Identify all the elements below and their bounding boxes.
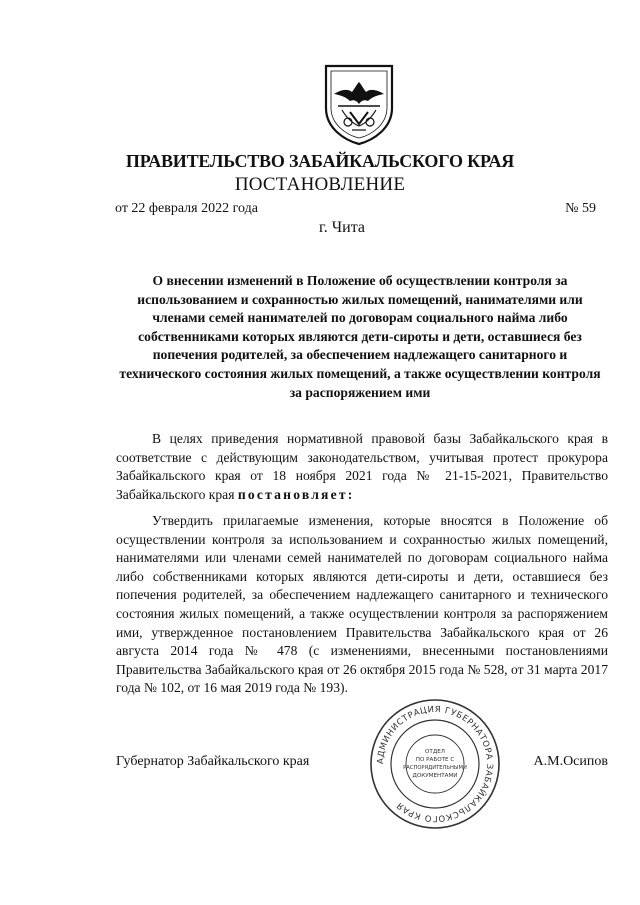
svg-text:ДОКУМЕНТАМИ: ДОКУМЕНТАМИ — [412, 773, 458, 779]
preamble-text: В целях приведения нормативной правовой базы Забайкальского края в соответствие с действующим законодательством, учитывая протест прокурора Забайкальского края от 18 ноября 2021 года № 21-15-2021, Правительство Забайкальского края — [116, 431, 608, 502]
coat-of-arms-icon — [322, 64, 396, 146]
svg-text:АДМИНИСТРАЦИЯ ГУБЕРНАТОРА ЗАБА — [376, 705, 494, 823]
signatory-name: А.М.Осипов — [533, 754, 608, 769]
resolution-paragraph: Утвердить прилагаемые изменения, которые вносятся в Положение об осуществлении контроля за использованием и сохранностью жилых помещений, нанимателями или членами семей нанимателей по договорам социального найма либо собственниками которых являются дети-сироты и дети, оставшиеся без попечения родителей, за обеспечением надлежащего санитарного и технического состояния жилых помещений, а также осуществлении контроля за распоряжением ими, утвержденное постановлением Правительства Забайкальского края от 26 августа 2014 года № 478 (с изменениями, внесенными постановлениями Правительства Забайкальского края от 26 октября 2015 года № 528, от 31 марта 2017 года № 102, от 16 мая 2019 года № 193). — [116, 513, 608, 696]
signatory-role: Губернатор Забайкальского края — [116, 754, 310, 769]
government-title: ПРАВИТЕЛЬСТВО ЗАБАЙКАЛЬСКОГО КРАЯ — [125, 151, 515, 171]
document-number: № 59 — [565, 201, 596, 216]
document-city: г. Чита — [318, 219, 365, 236]
stamp-ring-text: АДМИНИСТРАЦИЯ ГУБЕРНАТОРА ЗАБАЙКАЛЬСКОГО КРАЯ — [375, 704, 495, 824]
official-stamp-icon — [368, 697, 502, 831]
preamble-paragraph — [116, 430, 608, 504]
svg-text:ОТДЕЛ: ОТДЕЛ — [425, 749, 445, 755]
document-date: от 22 февраля 2022 года — [115, 201, 258, 216]
document-type: ПОСТАНОВЛЕНИЕ — [234, 174, 406, 195]
document-subject: О внесении изменений в Положение об осуществлении контроля за использованием и сохранностью жилых помещений, нанимателями или членами семей нанимателей по договорам социального найма либо собственниками которых являются дети-сироты и дети, оставшиеся без попечения родителей, за обеспечением надлежащего санитарного и технического состояния жилых помещений, а также осуществлении контроля за распоряжением ими — [119, 273, 601, 400]
decree-word: постановляет: — [237, 486, 355, 502]
svg-text:ПО РАБОТЕ С: ПО РАБОТЕ С — [415, 757, 455, 763]
svg-text:РАСПОРЯДИТЕЛЬНЫМИ: РАСПОРЯДИТЕЛЬНЫМИ — [403, 765, 467, 771]
